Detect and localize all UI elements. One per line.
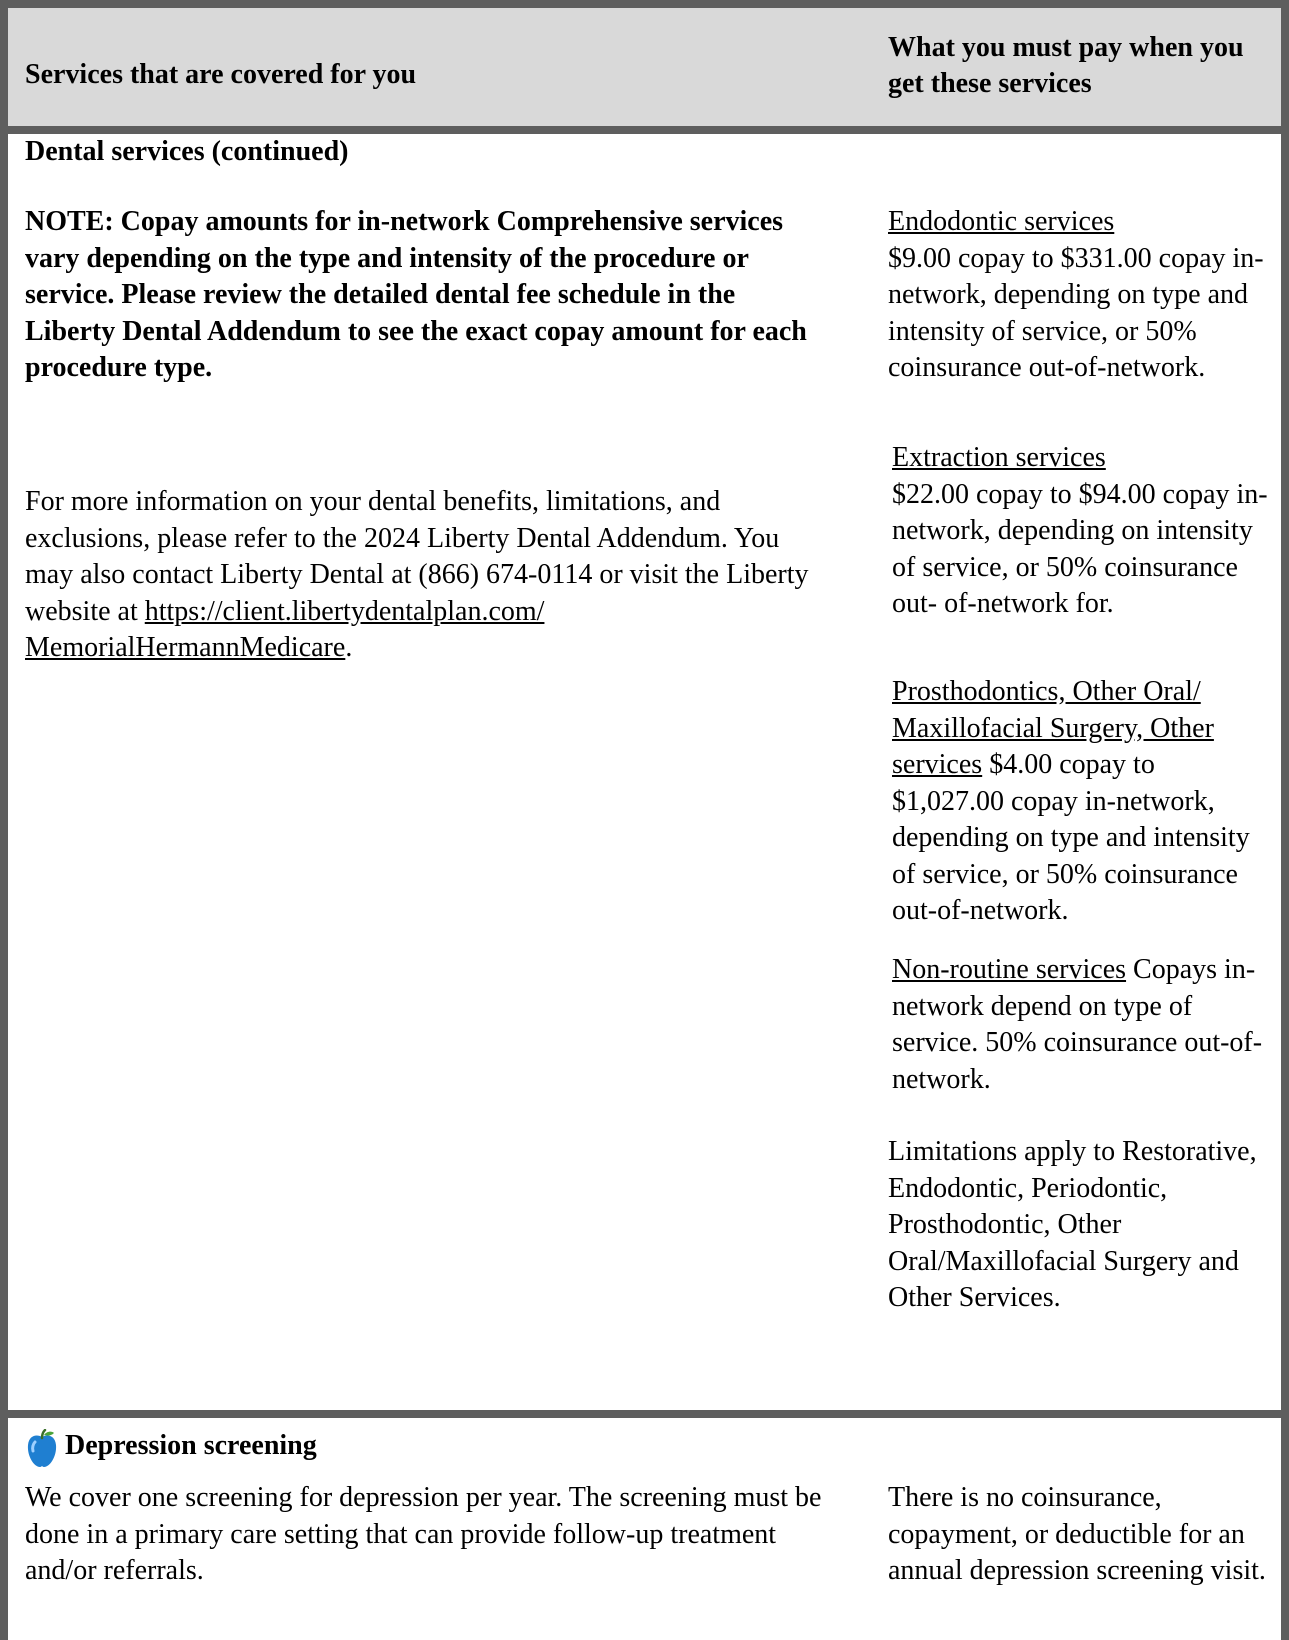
cost-extraction	[892, 440, 1268, 623]
depression-cost: There is no coinsurance, copayment, or deductible for an annual depression screening visit.	[888, 1482, 1266, 1586]
dental-info-suffix: .	[345, 632, 353, 663]
cost-non-routine	[892, 952, 1268, 1098]
liberty-website-link[interactable]: https://client.libertydentalplan.com/ MemorialHermannMedicare	[25, 595, 545, 663]
depression-body: We cover one screening for depression per year. The screening must be done in a primary care setting that can provide follow-up treatment and/or referrals.	[25, 1482, 822, 1586]
cost-non-routine-label: Non-routine services	[892, 954, 1127, 985]
cost-prosthodontics-text: $4.00 copay to $1,027.00 copay in-network, depending on type and intensity of service, or 50% coinsurance out-of-network.	[892, 749, 1250, 926]
cost-endodontic-label: Endodontic services	[888, 206, 1115, 237]
cost-extraction-label: Extraction services	[892, 442, 1106, 473]
apple-icon	[25, 1429, 59, 1469]
table-header	[8, 8, 1281, 134]
row-divider	[8, 1410, 1281, 1418]
cost-non-routine-text: Copays in-network depend on type of service. 50% coinsurance out-of-network.	[892, 954, 1263, 1095]
dental-info-text: For more information on your dental benefits, limitations, and exclusions, please refer to the 2024 Liberty Dental Addendum. You may also contact Liberty Dental at (866) 674-0114 or visit the Liberty website at	[25, 486, 809, 627]
dental-info	[25, 484, 825, 667]
depression-title: Depression screening	[65, 1430, 317, 1461]
cost-prosthodontics	[892, 674, 1268, 930]
dental-title: Dental services (continued)	[25, 136, 349, 167]
cost-endodontic-text: $9.00 copay to $331.00 copay in-network, depending on type and intensity of service, or 50% coinsurance out-of-network.	[888, 242, 1264, 383]
cost-endodontic	[888, 204, 1268, 387]
cost-extraction-text: $22.00 copay to $94.00 copay in-network, depending on intensity of service, or 50% coinsurance out- of-network for.	[892, 478, 1268, 619]
header-what-you-pay: What you must pay when you get these services	[888, 32, 1244, 99]
cost-prosthodontics-label: Prosthodontics, Other Oral/ Maxillofacial Surgery, Other services	[892, 676, 1214, 780]
dental-limitations: Limitations apply to Restorative, Endodontic, Periodontic, Prosthodontic, Other Oral/Maxillofacial Surgery and Other Services.	[888, 1136, 1257, 1313]
dental-note: NOTE: Copay amounts for in-network Comprehensive services vary depending on the type and intensity of the procedure or service. Please review the detailed dental fee schedule in the Liberty Dental Addendum to see the exact copay amount for each procedure type.	[25, 206, 807, 383]
header-services-covered: Services that are covered for you	[25, 59, 417, 90]
